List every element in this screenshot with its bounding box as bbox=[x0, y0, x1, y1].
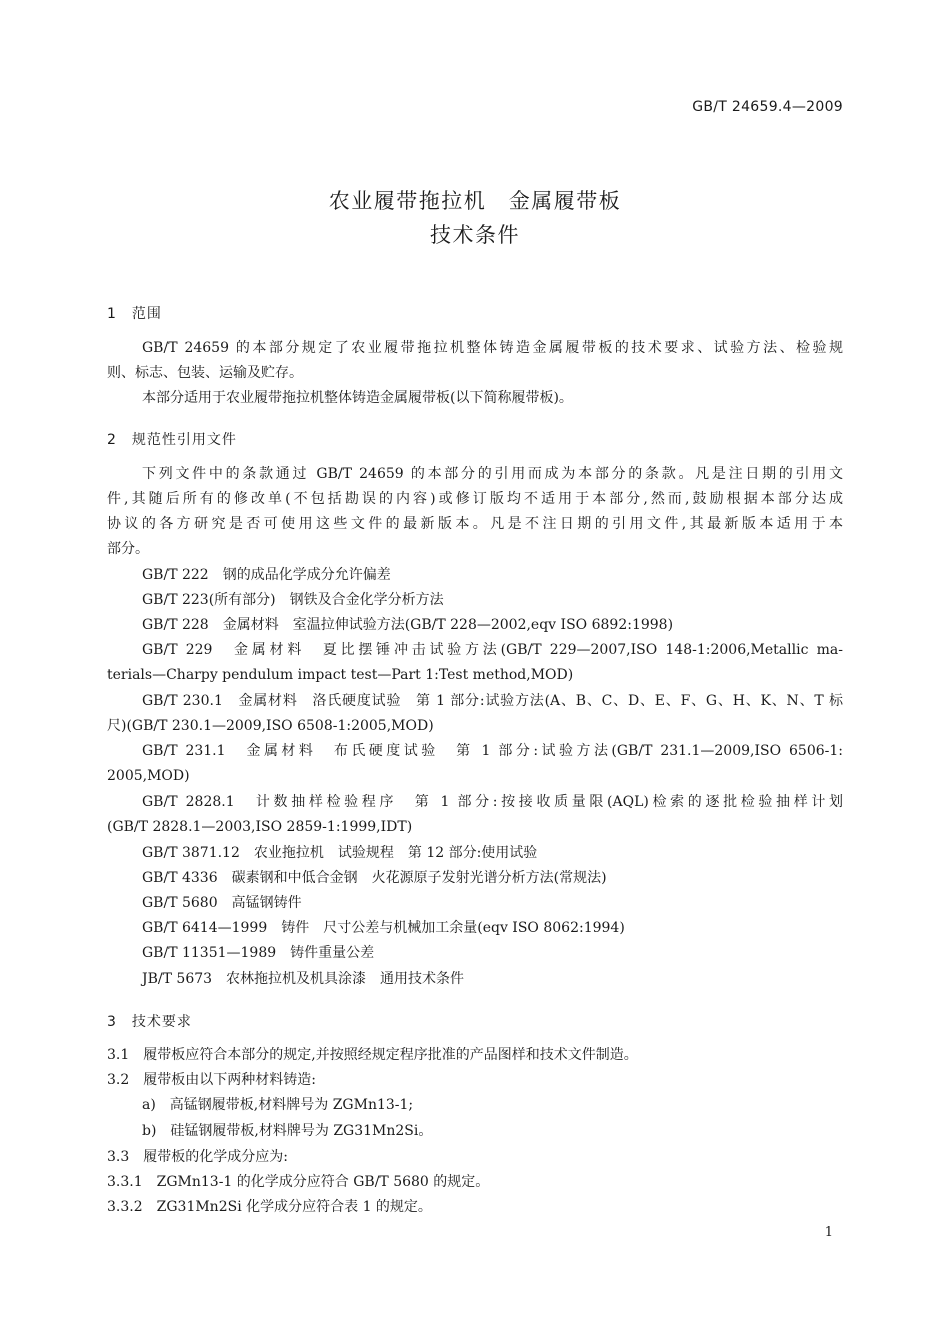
document-subtitle: 技术条件 bbox=[430, 223, 520, 247]
reference-item: GB/T 228 金属材料 室温拉伸试验方法(GB/T 228—2002,eqv ISO 6892:1998) bbox=[142, 617, 674, 633]
paragraph-line: GB/T 24659 的本部分规定了农业履带拖拉机整体铸造金属履带板的技术要求、试验方法、检验规 bbox=[142, 340, 843, 356]
reference-item: GB/T 231.1 金属材料 布氏硬度试验 第 1 部分:试验方法(GB/T 231.1—2009,ISO 6506-1: bbox=[142, 743, 843, 759]
document-title: 农业履带拖拉机 金属履带板 bbox=[328, 189, 622, 213]
paragraph-line: 部分。 bbox=[107, 541, 149, 557]
reference-item-continuation: 尺)(GB/T 230.1—2009,ISO 6508-1:2005,MOD) bbox=[107, 718, 434, 734]
list-item-a: a) 高锰钢履带板,材料牌号为 ZGMn13-1; bbox=[142, 1097, 414, 1113]
paragraph-line: 则、标志、包装、运输及贮存。 bbox=[107, 365, 303, 381]
reference-item: GB/T 222 钢的成品化学成分允许偏差 bbox=[142, 567, 391, 583]
clause-3-2: 3.2 履带板由以下两种材料铸造: bbox=[107, 1072, 316, 1088]
reference-item: GB/T 3871.12 农业拖拉机 试验规程 第 12 部分:使用试验 bbox=[142, 845, 538, 861]
clause-3-3: 3.3 履带板的化学成分应为: bbox=[107, 1149, 288, 1165]
clause-3-1: 3.1 履带板应符合本部分的规定,并按照经规定程序批准的产品图样和技术文件制造。 bbox=[107, 1047, 638, 1063]
paragraph-line: 本部分适用于农业履带拖拉机整体铸造金属履带板(以下简称履带板)。 bbox=[142, 390, 573, 406]
page-number: 1 bbox=[824, 1225, 833, 1240]
reference-item: GB/T 229 金属材料 夏比摆锤冲击试验方法(GB/T 229—2007,ISO 148-1:2006,Metallic ma- bbox=[142, 642, 843, 658]
reference-item: GB/T 6414—1999 铸件 尺寸公差与机械加工余量(eqv ISO 8062:1994) bbox=[142, 920, 625, 936]
section-heading-scope: 1 范围 bbox=[107, 306, 162, 322]
reference-item-continuation: 2005,MOD) bbox=[107, 768, 190, 784]
paragraph-line: 下列文件中的条款通过 GB/T 24659 的本部分的引用而成为本部分的条款。凡是注日期的引用文 bbox=[142, 466, 843, 482]
reference-item-continuation: terials—Charpy pendulum impact test—Part 1:Test method,MOD) bbox=[107, 667, 574, 683]
reference-item-continuation: (GB/T 2828.1—2003,ISO 2859-1:1999,IDT) bbox=[107, 819, 413, 835]
standard-number: GB/T 24659.4—2009 bbox=[692, 99, 843, 115]
reference-item: GB/T 230.1 金属材料 洛氏硬度试验 第 1 部分:试验方法(A、B、C、D、E、F、G、H、K、N、T 标 bbox=[142, 693, 843, 709]
reference-item: GB/T 11351—1989 铸件重量公差 bbox=[142, 945, 375, 961]
clause-3-3-1: 3.3.1 ZGMn13-1 的化学成分应符合 GB/T 5680 的规定。 bbox=[107, 1174, 490, 1190]
reference-item: GB/T 223(所有部分) 钢铁及合金化学分析方法 bbox=[142, 592, 444, 608]
section-heading-normative-references: 2 规范性引用文件 bbox=[107, 432, 237, 448]
list-item-b: b) 硅锰钢履带板,材料牌号为 ZG31Mn2Si。 bbox=[142, 1123, 433, 1139]
reference-item: JB/T 5673 农林拖拉机及机具涂漆 通用技术条件 bbox=[142, 971, 465, 987]
reference-item: GB/T 4336 碳素钢和中低合金钢 火花源原子发射光谱分析方法(常规法) bbox=[142, 870, 607, 886]
section-heading-technical-requirements: 3 技术要求 bbox=[107, 1014, 192, 1030]
clause-3-3-2: 3.3.2 ZG31Mn2Si 化学成分应符合表 1 的规定。 bbox=[107, 1199, 432, 1215]
paragraph-line: 协议的各方研究是否可使用这些文件的最新版本。凡是不注日期的引用文件,其最新版本适用于本 bbox=[107, 516, 843, 532]
reference-item: GB/T 5680 高锰钢铸件 bbox=[142, 895, 302, 911]
paragraph-line: 件,其随后所有的修改单(不包括勘误的内容)或修订版均不适用于本部分,然而,鼓励根据本部分达成 bbox=[107, 491, 843, 507]
reference-item: GB/T 2828.1 计数抽样检验程序 第 1 部分:按接收质量限(AQL)检索的逐批检验抽样计划 bbox=[142, 794, 843, 810]
